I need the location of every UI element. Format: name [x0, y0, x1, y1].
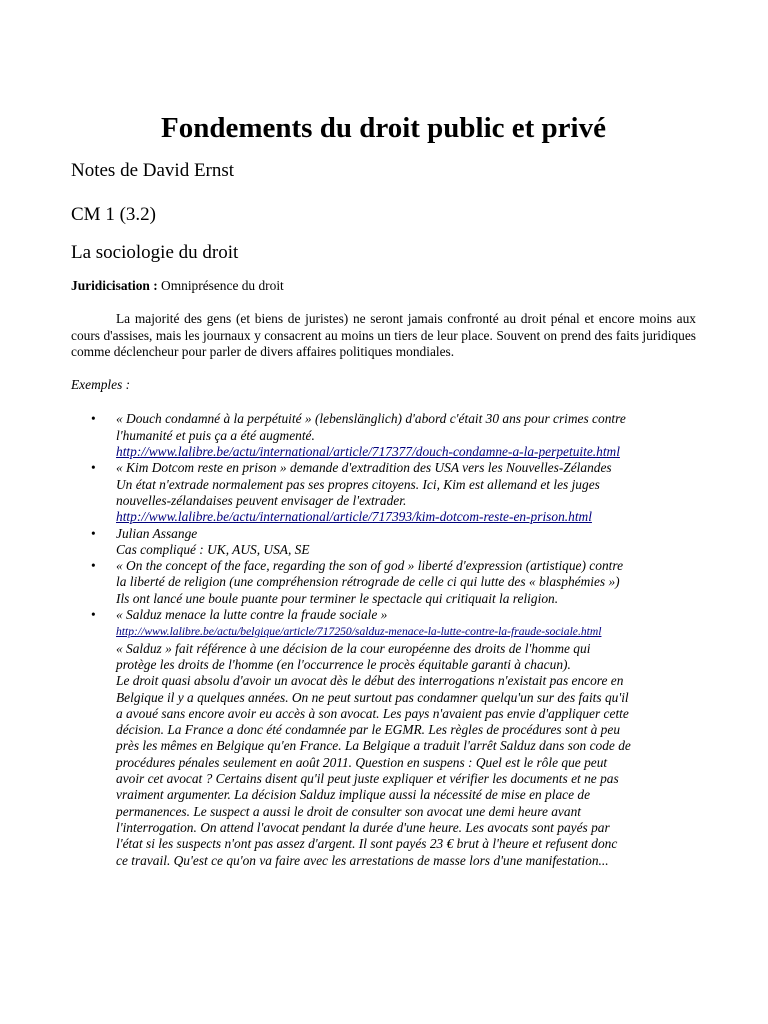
author-line: Notes de David Ernst: [71, 160, 235, 181]
example-line: la liberté de religion (une compréhension rétrograde de celle ci qui lutte des « blasphémies »): [116, 574, 620, 590]
example-line: protège les droits de l'homme (en l'occurrence le procès équitable garanti à chacun).: [116, 656, 571, 672]
example-line: permanences. Le suspect a aussi le droit de consulter son avocat une demi heure avant: [116, 803, 581, 819]
example-line: nouvelles-zélandaises peuvent envisager de l'extrader.: [116, 492, 407, 508]
example-link-line: [116, 623, 696, 640]
example-line: Un état n'extrade normalement pas ses propres citoyens. Ici, Kim est allemand et les juges: [116, 476, 600, 492]
intro-paragraph: [71, 311, 696, 360]
bullet-icon: •: [91, 607, 96, 623]
example-line: l'état si les suspects n'ont pas assez d'argent. Il sont payés 23 € brut à l'heure et refusent donc: [116, 836, 618, 852]
example-line: Le droit quasi absolu d'avoir un avocat dès le début des interrogations n'existait pas encore en: [116, 673, 624, 689]
examples-label: Exemples :: [71, 377, 131, 393]
example-link-line: [116, 509, 696, 525]
example-line: l'interrogation. On attend l'avocat pendant la durée d'une heure. Les avocats sont payés par: [116, 819, 610, 835]
example-line: « On the concept of the face, regarding the son of god » liberté d'expression (artistique) contre: [116, 558, 624, 574]
bullet-icon: •: [91, 558, 96, 574]
example-line: Cas compliqué : UK, AUS, USA, SE: [116, 541, 310, 557]
bullet-icon: •: [91, 411, 96, 427]
article-link[interactable]: http://www.lalibre.be/actu/international/article/717393/kim-dotcom-reste-en-prison.html: [116, 509, 592, 525]
example-line: ce travail. Qu'est ce qu'on va faire avec les arrestations de masse lors d'une manifestation...: [116, 852, 609, 868]
section-heading: La sociologie du droit: [71, 242, 239, 263]
example-line: décision. La France a donc été condamnée par le EGMR. Les règles de procédures sont à peu: [116, 722, 621, 738]
bullet-icon: •: [91, 460, 96, 476]
juridicisation-text: Omniprésence du droit: [161, 278, 284, 293]
example-line: a avoué sans encore avoir eu accès à son avocat. Les pays n'avaient pas envie d'appliquer cette: [116, 705, 629, 721]
article-link[interactable]: http://www.lalibre.be/actu/international/article/717377/douch-condamne-a-la-perpetuite.html: [116, 444, 620, 460]
example-line: Julian Assange: [116, 525, 198, 541]
example-link-line: [116, 444, 696, 460]
intro-paragraph-text: La majorité des gens (et biens de juristes) ne seront jamais confronté au droit pénal et encore moins aux cours d'assises, mais les journaux y consacrent au moins un tiers de leur place. Souvent on prend des faits juridiques comme déclencheur pour parler de divers affaires politiques mondiales.: [71, 311, 696, 359]
example-line: « Salduz » fait référence à une décision de la cour européenne des droits de l'homme qui: [116, 640, 591, 656]
example-line: vraiment argumenter. La décision Salduz implique aussi la nécessité de mise en place de: [116, 787, 591, 803]
example-line: l'humanité et puis ça a été augmenté.: [116, 427, 315, 443]
bullet-icon: •: [91, 525, 96, 541]
example-line: « Douch condamné à la perpétuité » (lebenslänglich) d'abord c'était 30 ans pour crimes contre: [116, 411, 626, 427]
example-item: [71, 411, 696, 460]
example-line: « Salduz menace la lutte contre la fraude sociale »: [116, 607, 388, 623]
juridicisation-label: Juridicisation :: [71, 278, 158, 293]
example-line: près les mêmes en Belgique qu'en France. La Belgique a traduit l'arrêt Salduz dans son code de: [116, 738, 631, 754]
example-item: [71, 526, 696, 559]
document-title: Fondements du droit public et privé: [161, 112, 606, 144]
juridicisation-line: [71, 278, 696, 294]
example-line: Belgique il y a quelques années. On ne peut surtout pas condamner quelqu'un sur des faits qu'il: [116, 689, 629, 705]
example-line: procédures pénales seulement en août 2011. Question en suspens : Quel est le rôle que peut: [116, 754, 608, 770]
example-item: [71, 558, 696, 607]
article-link[interactable]: http://www.lalibre.be/actu/belgique/article/717250/salduz-menace-la-lutte-contre-la-fraude-sociale.html: [116, 625, 602, 639]
examples-list: [71, 411, 696, 868]
example-line: Ils ont lancé une boule puante pour terminer le spectacle qui critiquait la religion.: [116, 590, 559, 606]
example-line: « Kim Dotcom reste en prison » demande d'extradition des USA vers les Nouvelles-Zélandes: [116, 460, 612, 476]
example-line: avoir cet avocat ? Certains disent qu'il peut juste expliquer et vérifier les documents et ne pas: [116, 771, 619, 787]
example-item: [71, 607, 696, 869]
course-heading: CM 1 (3.2): [71, 204, 156, 225]
example-item: [71, 460, 696, 525]
